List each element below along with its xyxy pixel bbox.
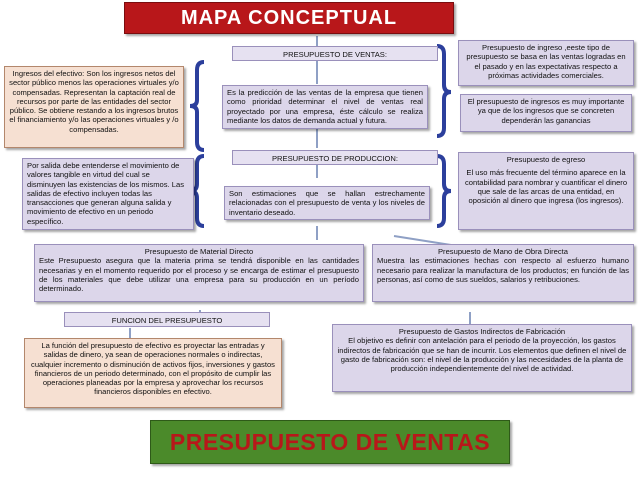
salida-efectivo: Por salida debe entenderse el movimiento de valores tangible en virtud del cual se disminuyen las existencias de los mismos. Las salidas de efectivo incluyen todas las transacciones que generan alguna salida y movimiento de efectivo en un periodo específico. (22, 158, 194, 230)
bracket-ventas-left (190, 62, 204, 150)
bracket-produccion-right (437, 156, 451, 226)
gastos-indirectos-box (332, 324, 632, 392)
material-title: Presupuesto de Material Directo (144, 247, 254, 256)
egreso-title: Presupuesto de egreso (506, 155, 586, 164)
ingreso-definition: Presupuesto de ingreso ,eeste tipo de presupuesto se basa en las ventas logradas en el pasado y en las expectativas respecto a próximas actividades comerciales. (458, 40, 634, 86)
funcion-definition: La función del presupuesto de efectivo es proyectar las entradas y salidas de dinero, ya sean de operaciones normales o indirectas, cualquier incremento o disminución de activos fijos, inversiones y gastos financieros de un periodo determinado, con el propósito de cumplir las operaciones planeadas por la empresa y aprovechar los recursos financieros disponibles en efectivo. (24, 338, 282, 408)
mano-obra-box (372, 244, 634, 302)
ingreso-importance: El presupuesto de ingresos es muy importante ya que de los ingresos que se concreten dependerán las ganancias (460, 94, 632, 132)
ingresos-efectivo: Ingresos del efectivo: Son los ingresos netos del sector público menos las operaciones virtuales y/o compensadas. Representan la captación real de recursos por parte de las entidades del sector público. Se obtiene restando a los ingresos brutos el financiamiento y/o las operaciones virtuales y /o compensadas. (4, 66, 184, 148)
gastos-title: Presupuesto de Gastos Indirectos de Fabricación (398, 327, 566, 336)
material-definition: Este Presupuesto asegura que la materia prima se tendrá disponible en las cantidades necesarias y en el momento requerido por el proceso y se encarga de estimar el presupuesto de los materiales que debe utilizar una empresa para su producción en un período determinado. (39, 256, 359, 293)
bracket-ventas-right (437, 46, 451, 136)
ventas-definition: Es la predicción de las ventas de la empresa que tienen como prioridad determinar el nivel de ventas real proyectado por una empresa, éste cálculo se realiza mediante los datos de demanda actual y futura. (222, 85, 428, 129)
egreso-definition: El uso más frecuente del término aparece en la contabilidad para nombrar y cuantificar el dinero que sale de las arcas de una entidad, en oposición al dinero que ingresa (los ingresos). (464, 168, 628, 205)
funcion-header: FUNCION DEL PRESUPUESTO (64, 312, 270, 327)
header-title: MAPA CONCEPTUAL (124, 2, 454, 34)
produccion-header: PRESUPUESTO DE PRODUCCION: (232, 150, 438, 165)
mano-obra-definition: Muestra las estimaciones hechas con respecto al esfuerzo humano necesario para realizar la manufactura de los productos; en función de las personas, así como de sus sueldos, salarios y retribuciones. (377, 256, 629, 284)
ventas-header: PRESUPUESTO DE VENTAS: (232, 46, 438, 61)
gastos-definition: El objetivo es definir con antelación para el periodo de la proyección, los gastos indirectos de fabricación que se han de incurrir. Los elementos que definen el nivel de gasto de fabricación son: el nivel de la producción y las necesidades de la planta de producción independientemente del nivel de actividad. (337, 336, 627, 373)
footer-title: PRESUPUESTO DE VENTAS (150, 420, 510, 464)
produccion-definition: Son estimaciones que se hallan estrechamente relacionadas con el presupuesto de venta y los niveles de inventario deseado. (224, 186, 430, 220)
material-directo-box (34, 244, 364, 302)
egreso-box (458, 152, 634, 230)
mano-obra-title: Presupuesto de Mano de Obra Directa (437, 247, 568, 256)
